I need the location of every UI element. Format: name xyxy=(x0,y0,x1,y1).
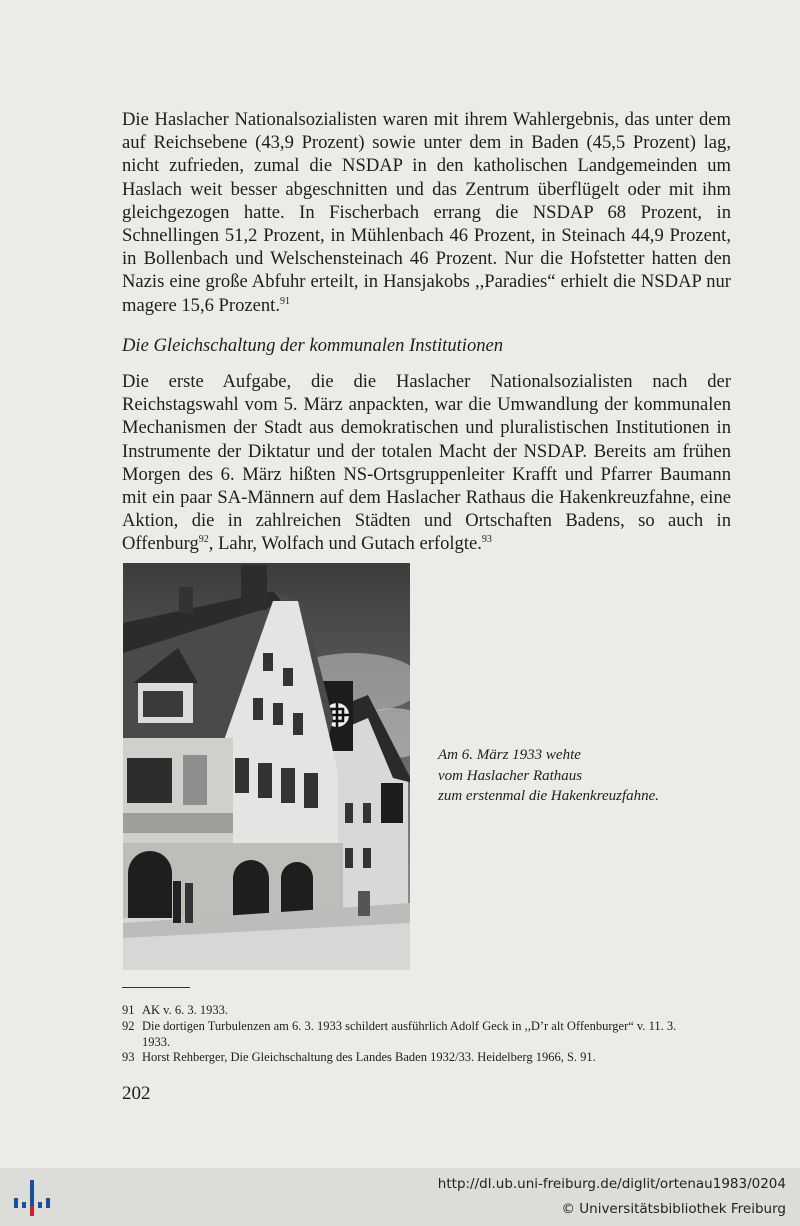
footnote-text: Horst Rehberger, Die Gleichschaltung des Landes Baden 1932/33. Heidelberg 1966, S. 91. xyxy=(142,1050,596,1064)
caption-line-2: vom Haslacher Rathaus xyxy=(438,767,583,784)
footnote-ref-93[interactable]: 93 xyxy=(481,534,492,546)
paragraph-2-text-a: Die erste Aufgabe, die die Haslacher Nationalsozialisten nach der Reichstagswahl vom 5. März anpackten, war die Umwandlung der kommunalen Mechanismen der Stadt aus demokratischen und pluralistischen Institutionen in Instrumente der Diktatur und der totalen Macht der NSDAP. Bereits am frühen Morgen des 6. März hißten NS-Ortsgruppenleiter Krafft und Pfarrer Baumann mit ein paar SA-Männern auf dem Haslacher Rathaus die Hakenkreuzfahne, eine Aktion, die in zahlreichen Städten und Ortschaften Badens, so auch in Offenburg xyxy=(122,371,731,555)
caption-line-3: zum erstenmal die Hakenkreuzfahne. xyxy=(438,788,660,804)
caption-line-1: Am 6. März 1933 wehte xyxy=(438,747,581,763)
footnote-91 xyxy=(122,1002,730,1018)
ub-freiburg-logo-icon[interactable] xyxy=(10,1176,50,1220)
footnote-ref-92[interactable]: 92 xyxy=(198,534,209,546)
footnote-93 xyxy=(122,1049,730,1065)
footnote-text-continued: 1933. xyxy=(142,1035,171,1049)
page-number: 202 xyxy=(122,1083,151,1104)
document-url-link[interactable]: http://dl.ub.uni-freiburg.de/diglit/ortenau1983/0204 xyxy=(437,1176,786,1192)
footnote-number: 93 xyxy=(122,1050,135,1064)
town-hall-photo xyxy=(123,563,410,970)
photo-caption xyxy=(438,745,659,807)
footnote-number: 91 xyxy=(122,1003,135,1017)
viewer-footer xyxy=(0,1168,800,1226)
footnote-ref-91[interactable]: 91 xyxy=(280,295,290,307)
footnote-text: Die dortigen Turbulenzen am 6. 3. 1933 schildert ausführlich Adolf Geck in ,,D’r alt Offenburger“ v. 11. 3. xyxy=(142,1019,677,1033)
footnote-divider xyxy=(122,987,190,988)
footnote-text: AK v. 6. 3. 1933. xyxy=(142,1003,228,1017)
footnote-number: 92 xyxy=(122,1019,135,1033)
section-heading: Die Gleichschaltung der kommunalen Institutionen xyxy=(122,335,504,356)
paragraph-1-text: Die Haslacher Nationalsozialisten waren mit ihrem Wahlergebnis, das unter dem auf Reichsebene (43,9 Prozent) sowie unter dem in Baden (45,5 Prozent) lag, nicht zufrieden, zumal die NSDAP in den katholischen Landgemeinden um Haslach weit besser abgeschnitten und das Zentrum überflügelt oder mit ihm gleichgezogen hatte. In Fischerbach errang die NSDAP 68 Prozent, in Schnellingen 51,2 Prozent, in Mühlenbach 46 Prozent, in Steinach 44,9 Prozent, in Bollenbach und Welschensteinach 46 Prozent. Nur die Hofstetter hatten den Nazis eine große Abfuhr erteilt, in Hansjakobs ,,Paradies“ erhielt die NSDAP nur magere 15,6 Prozent. xyxy=(122,109,731,316)
copyright-notice: © Universitätsbibliothek Freiburg xyxy=(561,1201,786,1217)
paragraph-2-text-b: , Lahr, Wolfach und Gutach erfolgte. xyxy=(208,533,482,555)
paragraph-2 xyxy=(122,370,731,556)
footnote-92 xyxy=(122,1018,730,1050)
paragraph-1 xyxy=(122,108,731,317)
